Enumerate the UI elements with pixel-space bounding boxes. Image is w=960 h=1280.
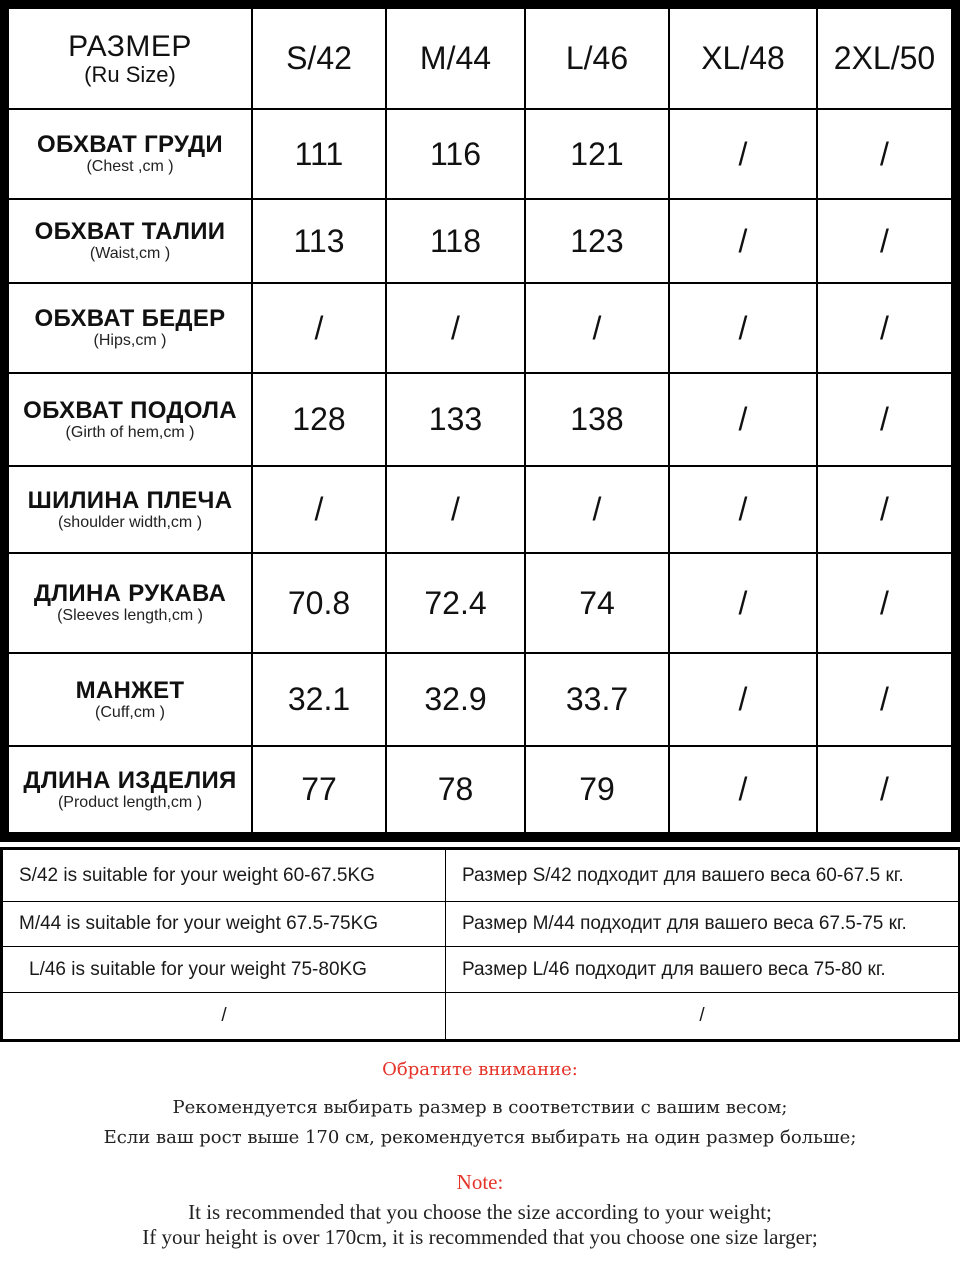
size-column-header: XL/48 — [670, 9, 816, 108]
weight-note-ru: Размер M/44 подходит для вашего веса 67.5-75 кг. — [446, 902, 958, 946]
measure-value: / — [670, 284, 816, 372]
measure-value: 113 — [253, 200, 385, 282]
measure-label-waist — [9, 200, 251, 282]
measure-value: / — [526, 284, 668, 372]
measure-value: / — [670, 374, 816, 465]
note-title-en: Note: — [456, 1170, 504, 1194]
measure-value: / — [670, 110, 816, 198]
measure-value: / — [818, 747, 951, 832]
size-header-en: (Ru Size) — [84, 61, 176, 87]
measure-label-en: (Cuff,cm ) — [95, 703, 165, 721]
measure-value: 138 — [526, 374, 668, 465]
measure-value: / — [818, 467, 951, 552]
measure-value: / — [253, 284, 385, 372]
weight-table — [0, 847, 960, 1042]
measure-value: 33.7 — [526, 654, 668, 745]
measure-label-length — [9, 747, 251, 832]
note-title-ru: Обратите внимание: — [382, 1059, 578, 1080]
measure-label-en: (Product length,cm ) — [57, 793, 203, 811]
weight-note-ru: Размер S/42 подходит для вашего веса 60-67.5 кг. — [446, 850, 958, 901]
size-column-header: S/42 — [253, 9, 385, 108]
measure-value: / — [387, 467, 524, 552]
measure-value: 79 — [526, 747, 668, 832]
measure-label-shoulder — [9, 467, 251, 552]
measure-value: 116 — [387, 110, 524, 198]
measure-value: / — [818, 554, 951, 652]
measure-label-en: (Hips,cm ) — [93, 332, 167, 350]
measure-value: / — [526, 467, 668, 552]
weight-note-ru: Размер L/46 подходит для вашего веса 75-80 кг. — [446, 947, 958, 992]
measure-label-ru: МАНЖЕТ — [75, 676, 185, 704]
measure-value: 128 — [253, 374, 385, 465]
measure-value: / — [670, 554, 816, 652]
measure-value: 118 — [387, 200, 524, 282]
weight-note-ru: / — [446, 993, 958, 1039]
weight-note-en: M/44 is suitable for your weight 67.5-75KG — [3, 902, 445, 946]
measure-value: 121 — [526, 110, 668, 198]
measure-label-ru: ДЛИНА ИЗДЕЛИЯ — [23, 766, 237, 794]
measure-label-en: (Waist,cm ) — [89, 245, 171, 263]
size-column-header: L/46 — [526, 9, 668, 108]
measure-value: / — [818, 110, 951, 198]
measure-value: / — [387, 284, 524, 372]
measure-value: 32.9 — [387, 654, 524, 745]
weight-note-en: S/42 is suitable for your weight 60-67.5KG — [3, 850, 445, 901]
measure-value: / — [253, 467, 385, 552]
measure-value: / — [670, 747, 816, 832]
measure-label-en: (Sleeves length,cm ) — [57, 607, 203, 625]
measure-label-ru: ОБХВАТ ГРУДИ — [37, 131, 223, 158]
measure-label-sleeves — [9, 554, 251, 652]
measure-value: 111 — [253, 110, 385, 198]
measure-label-hem — [9, 374, 251, 465]
measure-label-ru: ШИЛИНА ПЛЕЧА — [27, 486, 233, 514]
measure-value: 72.4 — [387, 554, 524, 652]
measure-label-chest — [9, 110, 251, 198]
measure-label-hips — [9, 284, 251, 372]
measure-value: 32.1 — [253, 654, 385, 745]
measure-label-en: (Chest ,cm ) — [86, 158, 174, 176]
measure-value: / — [670, 467, 816, 552]
measure-label-en: (shoulder width,cm ) — [57, 513, 203, 531]
measure-label-cuff — [9, 654, 251, 745]
measure-label-ru: ОБХВАТ ПОДОЛА — [23, 396, 237, 424]
measure-value: / — [818, 200, 951, 282]
weight-note-en: L/46 is suitable for your weight 75-80KG — [3, 947, 445, 992]
measure-value: 133 — [387, 374, 524, 465]
measure-value: / — [670, 654, 816, 745]
size-column-header: 2XL/50 — [818, 9, 951, 108]
measure-label-ru: ОБХВАТ ТАЛИИ — [34, 218, 226, 245]
measure-label-ru: ДЛИНА РУКАВА — [33, 580, 227, 607]
note-text-en-1: It is recommended that you choose the size according to your weight; — [188, 1200, 772, 1224]
note-text-en-2: If your height is over 170cm, it is recommended that you choose one size larger; — [142, 1225, 818, 1249]
size-column-header: M/44 — [387, 9, 524, 108]
measure-value: 74 — [526, 554, 668, 652]
size-header-corner — [9, 9, 251, 108]
note-text-ru-2: Если ваш рост выше 170 см, рекомендуется выбирать на один размер больше; — [103, 1127, 857, 1148]
measure-value: 78 — [387, 747, 524, 832]
note-text-ru-1: Рекомендуется выбирать размер в соответствии с вашим весом; — [172, 1097, 788, 1118]
measure-label-ru: ОБХВАТ БЕДЕР — [34, 305, 226, 332]
measure-value: / — [818, 284, 951, 372]
measure-value: 77 — [253, 747, 385, 832]
measure-label-en: (Girth of hem,cm ) — [65, 423, 195, 441]
weight-note-en: / — [3, 993, 445, 1039]
measure-value: / — [818, 654, 951, 745]
measure-value: 70.8 — [253, 554, 385, 652]
measure-value: 123 — [526, 200, 668, 282]
measure-value: / — [818, 374, 951, 465]
measure-value: / — [670, 200, 816, 282]
size-header-ru: РАЗМЕР — [68, 30, 192, 64]
